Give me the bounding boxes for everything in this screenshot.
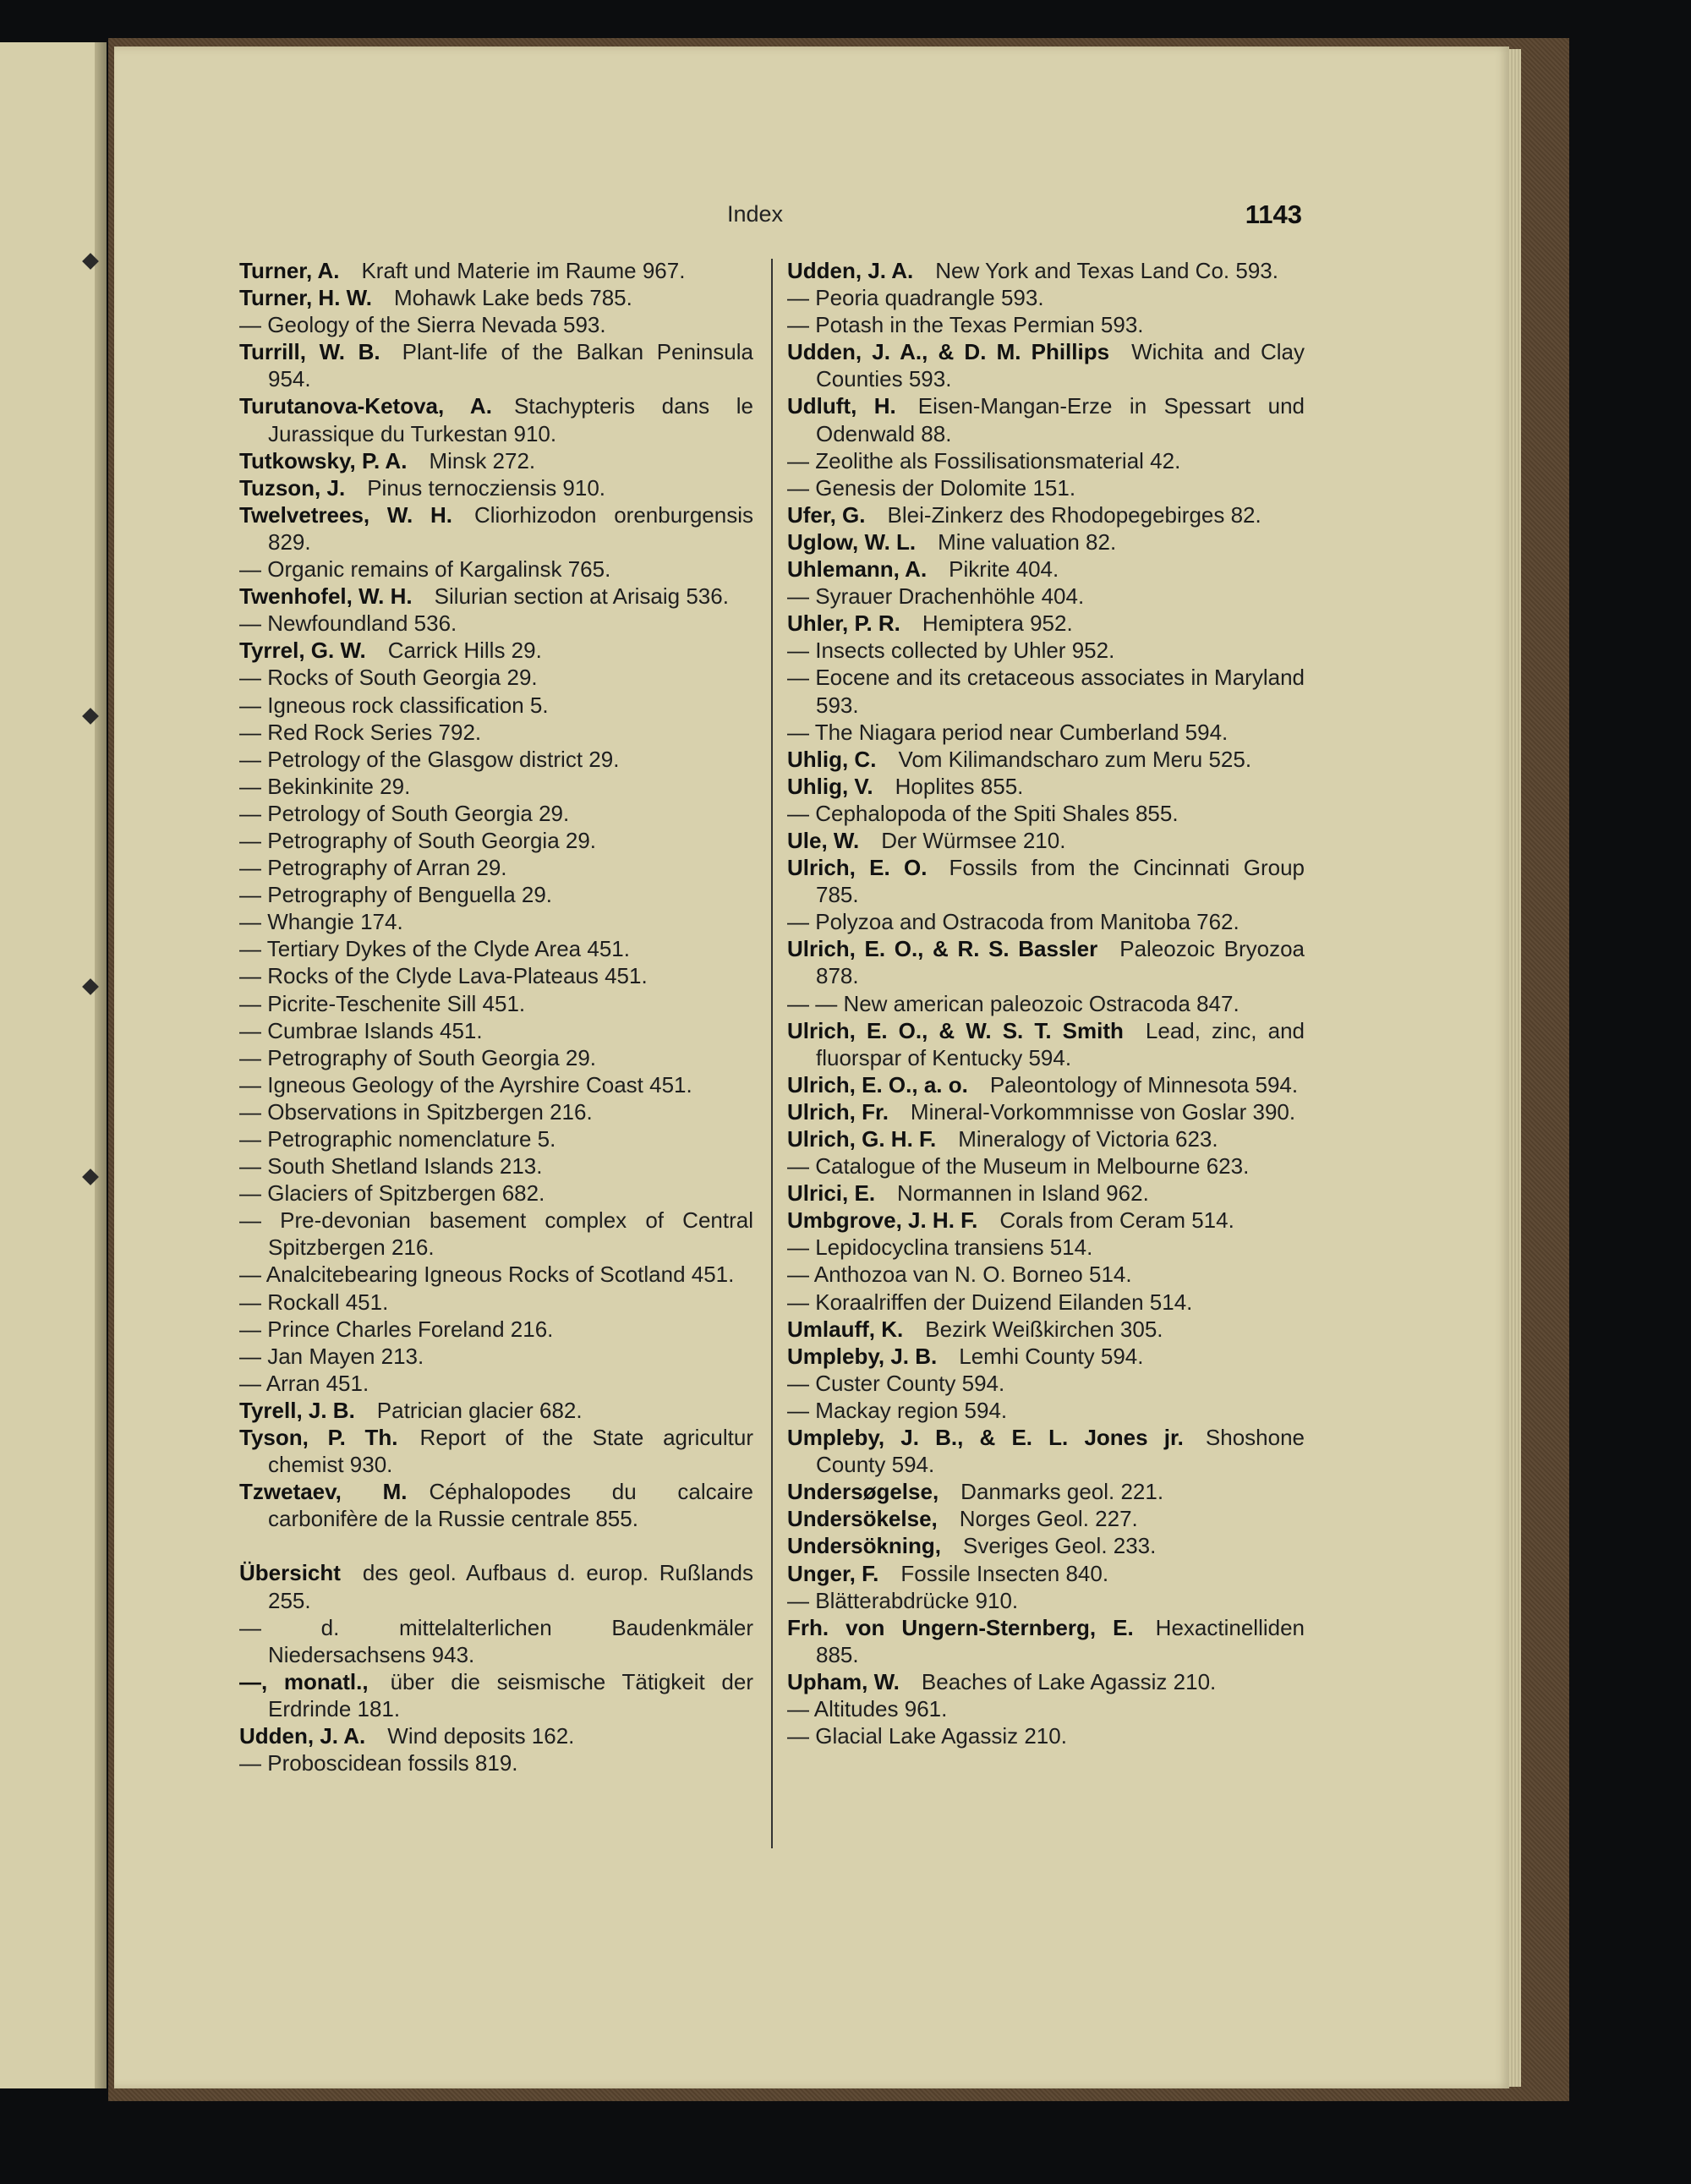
entry-author: Uglow, W. L.: [787, 528, 917, 555]
index-entry: [787, 1125, 1305, 1152]
index-entry: [239, 1180, 753, 1207]
index-entry: [239, 610, 753, 637]
entry-text: — Pre-devonian basement complex of Central Spitzbergen 216.: [239, 1207, 753, 1261]
index-entry: [239, 692, 753, 719]
index-entry: [787, 990, 1305, 1017]
index-entry: [787, 1478, 1305, 1505]
entry-text: — Organic remains of Kargalinsk 765.: [239, 556, 611, 583]
entry-text: — Syrauer Drachenhöhle 404.: [787, 583, 1085, 610]
entry-text: Lemhi County 594.: [959, 1343, 1144, 1369]
index-entry: [787, 1587, 1305, 1614]
index-entry: [239, 583, 753, 610]
index-entry: [239, 447, 753, 474]
entry-text: Mohawk Lake beds 785.: [393, 285, 632, 311]
index-entry: [787, 1234, 1305, 1261]
index-entry: [239, 854, 753, 881]
section-gap: [239, 1532, 753, 1559]
entry-text: — Altitudes 961.: [787, 1695, 948, 1721]
entry-text: — — New american paleozoic Ostracoda 847.: [787, 990, 1240, 1016]
entry-author: Umpleby, J. B.: [787, 1343, 938, 1369]
index-entry: [787, 1289, 1305, 1316]
entry-text: — Petrography of Benguella 29.: [239, 882, 553, 908]
index-entry: [239, 637, 753, 664]
entry-author: Turner, A.: [239, 258, 340, 283]
index-entry: [239, 800, 753, 827]
entry-author: Tzwetaev, M.: [239, 1479, 408, 1505]
entry-author: Undersökning,: [787, 1533, 942, 1559]
index-entry: [239, 474, 753, 501]
entry-text: — Arran 451.: [239, 1370, 369, 1396]
entry-text: — Jan Mayen 213.: [239, 1343, 424, 1369]
entry-text: — Newfoundland 536.: [239, 610, 457, 637]
index-entry: [239, 1098, 753, 1125]
index-entry: [787, 935, 1305, 989]
entry-text: Hexactinelliden 885.: [816, 1614, 1305, 1667]
entry-text: — Catalogue of the Museum in Melbourne 623.: [787, 1153, 1250, 1180]
index-entry: [787, 583, 1305, 610]
entry-text: Fossils from the Cincinnati Group 785.: [816, 855, 1305, 908]
entry-text: Beaches of Lake Agassiz 210.: [921, 1668, 1217, 1694]
entry-text: — South Shetland Islands 213.: [239, 1153, 543, 1180]
entry-text: Paleontology of Minnesota 594.: [989, 1071, 1299, 1097]
entry-text: — Eocene and its cretaceous associates in Maryland 593.: [787, 665, 1305, 718]
index-column-right: [787, 257, 1305, 1749]
entry-author: Übersicht: [239, 1560, 341, 1586]
index-entry: [239, 1424, 753, 1478]
entry-text: Corals from Ceram 514.: [999, 1207, 1234, 1234]
entry-text: Paleozoic Bryozoa 878.: [816, 936, 1305, 989]
index-entry: [787, 1152, 1305, 1180]
entry-text: — Cumbrae Islands 451.: [239, 1017, 483, 1043]
page-title: Index: [727, 201, 784, 227]
entry-text: — Rocks of South Georgia 29.: [239, 665, 538, 691]
index-entry: [239, 501, 753, 556]
index-entry: [787, 392, 1305, 446]
entry-text: Bezirk Weißkirchen 305.: [925, 1316, 1163, 1342]
entry-text: Pikrite 404.: [949, 556, 1059, 583]
entry-text: — Blätterabdrücke 910.: [787, 1587, 1019, 1613]
index-column-left: [239, 257, 753, 1776]
entry-author: Ule, W.: [787, 827, 860, 853]
entry-author: Ulrich, Fr.: [787, 1098, 889, 1125]
entry-author: Udden, J. A.: [787, 258, 914, 283]
entry-text: — Igneous Geology of the Ayrshire Coast 451.: [239, 1071, 692, 1097]
index-entry: [239, 1722, 753, 1749]
entry-text: — Tertiary Dykes of the Clyde Area 451.: [239, 936, 630, 962]
entry-text: — Insects collected by Uhler 952.: [787, 638, 1115, 664]
index-entry: [239, 556, 753, 583]
entry-text: Danmarks geol. 221.: [960, 1479, 1164, 1505]
entry-author: Ufer, G.: [787, 501, 866, 528]
entry-author: Ulrich, E. O.: [787, 855, 928, 881]
index-entry: [239, 1614, 753, 1668]
index-entry: [787, 311, 1305, 338]
entry-author: Tutkowsky, P. A.: [239, 447, 408, 473]
entry-text: — Igneous rock classification 5.: [239, 692, 549, 718]
index-entry: [787, 501, 1305, 528]
entry-text: — Petrography of South Georgia 29.: [239, 827, 597, 853]
entry-text: Eisen-Mangan-Erze in Spessart und Odenwald 88.: [816, 393, 1305, 446]
index-entry: [787, 528, 1305, 556]
entry-text: Vom Kilimandscharo zum Meru 525.: [898, 746, 1252, 772]
entry-text: Normannen in Island 962.: [897, 1180, 1149, 1207]
entry-text: — Polyzoa and Ostracoda from Manitoba 762.: [787, 909, 1240, 935]
index-entry: [787, 338, 1305, 392]
entry-text: Minsk 272.: [429, 447, 536, 473]
entry-author: Undersökelse,: [787, 1506, 938, 1532]
entry-text: Hoplites 855.: [895, 773, 1024, 799]
index-entry: [239, 1071, 753, 1098]
entry-author: Udden, J. A., & D. M. Phillips: [787, 339, 1110, 365]
entry-text: — Glacial Lake Agassiz 210.: [787, 1723, 1067, 1749]
entry-text: Report of the State agricultur chemist 930.: [268, 1425, 754, 1478]
index-entry: [239, 257, 753, 284]
index-entry: [239, 990, 753, 1017]
index-entry: [787, 827, 1305, 854]
index-entry: [787, 1261, 1305, 1288]
index-entry: [239, 1749, 753, 1776]
entry-text: Der Würmsee 210.: [881, 827, 1066, 853]
index-entry: [787, 1370, 1305, 1397]
index-entry: [787, 1017, 1305, 1071]
index-entry: [787, 1180, 1305, 1207]
entry-text: — Genesis der Dolomite 151.: [787, 474, 1076, 501]
index-entry: [787, 257, 1305, 284]
entry-text: — Petrography of Arran 29.: [239, 855, 507, 881]
index-entry: [787, 719, 1305, 746]
index-entry: [787, 1722, 1305, 1749]
index-entry: [787, 284, 1305, 311]
entry-text: — Custer County 594.: [787, 1370, 1005, 1396]
index-entry: [239, 719, 753, 746]
entry-text: Patrician glacier 682.: [376, 1397, 583, 1423]
entry-text: Plant-life of the Balkan Peninsula 954.: [268, 339, 753, 392]
entry-author: Umbgrove, J. H. F.: [787, 1207, 978, 1234]
entry-author: Ulrich, G. H. F.: [787, 1126, 937, 1152]
entry-text: — Prince Charles Foreland 216.: [239, 1316, 554, 1342]
index-entry: [787, 1668, 1305, 1695]
index-entry: [239, 962, 753, 989]
entry-author: Ulrich, E. O., & R. S. Bassler: [787, 936, 1098, 962]
index-entry: [239, 1316, 753, 1343]
index-entry: [239, 827, 753, 854]
index-entry: [787, 556, 1305, 583]
entry-text: Wind deposits 162.: [387, 1722, 575, 1749]
entry-author: Umpleby, J. B., & E. L. Jones jr.: [787, 1425, 1184, 1451]
column-divider: [771, 259, 773, 1848]
entry-text: Pinus ternocziensis 910.: [367, 474, 606, 501]
index-entry: [239, 664, 753, 691]
index-entry: [239, 1668, 753, 1722]
index-entry: [787, 1614, 1305, 1668]
entry-text: — Petrology of the Glasgow district 29.: [239, 746, 620, 772]
index-entry: [787, 908, 1305, 935]
book-gutter: [95, 42, 107, 2088]
entry-author: Twelvetrees, W. H.: [239, 501, 452, 528]
index-entry: [787, 1343, 1305, 1370]
entry-author: Turrill, W. B.: [239, 339, 380, 365]
index-entry: [787, 664, 1305, 718]
index-entry: [787, 854, 1305, 908]
entry-text: Mineral-Vorkommnisse von Goslar 390.: [910, 1098, 1296, 1125]
index-entry: [239, 392, 753, 446]
index-entry: [239, 338, 753, 392]
index-entry: [239, 1370, 753, 1397]
entry-text: — Koraalriffen der Duizend Eilanden 514.: [787, 1289, 1193, 1315]
index-entry: [787, 800, 1305, 827]
entry-author: Umlauff, K.: [787, 1316, 904, 1342]
index-entry: [239, 908, 753, 935]
entry-text: — Petrology of South Georgia 29.: [239, 800, 570, 826]
entry-text: — Glaciers of Spitzbergen 682.: [239, 1180, 545, 1207]
index-entry: [239, 935, 753, 962]
entry-text: Kraft und Materie im Raume 967.: [361, 258, 686, 283]
entry-text: — Lepidocyclina transiens 514.: [787, 1234, 1093, 1261]
entry-author: Uhlig, V.: [787, 773, 873, 799]
entry-author: Ulrich, E. O., a. o.: [787, 1071, 968, 1097]
entry-text: — Peoria quadrangle 593.: [787, 285, 1044, 311]
left-page-edge: [0, 42, 107, 2088]
entry-text: Céphalopodes du calcaire carbonifère de la Russie centrale 855.: [268, 1479, 753, 1532]
index-entry: [239, 311, 753, 338]
index-entry: [787, 1207, 1305, 1234]
index-entry: [787, 746, 1305, 773]
entry-author: Udluft, H.: [787, 393, 896, 419]
entry-text: über die seismische Tätigkeit der Erdrinde 181.: [268, 1668, 753, 1721]
entry-author: Tuzson, J.: [239, 474, 346, 501]
entry-text: — Petrographic nomenclature 5.: [239, 1126, 556, 1152]
index-entry: [787, 474, 1305, 501]
entry-text: — Whangie 174.: [239, 909, 403, 935]
index-entry: [239, 284, 753, 311]
entry-author: Uhlig, C.: [787, 746, 877, 772]
index-entry: [239, 1044, 753, 1071]
entry-text: Lead, zinc, and fluorspar of Kentucky 594.: [816, 1017, 1305, 1070]
index-entry: [239, 1125, 753, 1152]
index-entry: [787, 637, 1305, 664]
entry-author: Turner, H. W.: [239, 285, 372, 311]
entry-text: Cliorhizodon orenburgensis 829.: [268, 501, 753, 555]
entry-text: — Observations in Spitzbergen 216.: [239, 1098, 593, 1125]
index-entry: [239, 773, 753, 800]
entry-author: —, monatl.,: [239, 1668, 369, 1694]
index-entry: [239, 1152, 753, 1180]
entry-text: — Petrography of South Georgia 29.: [239, 1044, 597, 1070]
index-entry: [787, 1695, 1305, 1722]
index-entry: [239, 1207, 753, 1261]
entry-text: Silurian section at Arisaig 536.: [434, 583, 729, 610]
entry-text: — Geology of the Sierra Nevada 593.: [239, 312, 606, 338]
entry-text: Blei-Zinkerz des Rhodopegebirges 82.: [887, 501, 1261, 528]
entry-author: Tyrell, J. B.: [239, 1397, 355, 1423]
entry-author: Uhlemann, A.: [787, 556, 928, 583]
index-entry: [239, 881, 753, 908]
entry-text: — d. mittelalterlichen Baudenkmäler Niedersachsens 943.: [239, 1614, 753, 1667]
entry-text: — Cephalopoda of the Spiti Shales 855.: [787, 800, 1179, 826]
entry-text: Fossile Insecten 840.: [900, 1560, 1109, 1586]
index-entry: [787, 1560, 1305, 1587]
index-entry: [239, 1017, 753, 1044]
index-entry: [787, 1505, 1305, 1532]
entry-author: Unger, F.: [787, 1560, 879, 1586]
index-entry: [787, 1532, 1305, 1559]
entry-author: Twenhofel, W. H.: [239, 583, 413, 610]
entry-text: — Rocks of the Clyde Lava-Plateaus 451.: [239, 963, 648, 989]
entry-text: Hemiptera 952.: [922, 610, 1073, 637]
entry-author: Udden, J. A.: [239, 1722, 366, 1749]
index-entry: [787, 773, 1305, 800]
entry-author: Ulrici, E.: [787, 1180, 876, 1207]
index-entry: [787, 1071, 1305, 1098]
index-entry: [787, 1098, 1305, 1125]
page-number: 1143: [1245, 200, 1302, 229]
entry-text: — Potash in the Texas Permian 593.: [787, 312, 1144, 338]
entry-text: Carrick Hills 29.: [387, 638, 542, 664]
entry-text: — Anthozoa van N. O. Borneo 514.: [787, 1262, 1132, 1288]
entry-text: New York and Texas Land Co. 593.: [935, 258, 1278, 283]
entry-text: — Picrite-Teschenite Sill 451.: [239, 990, 526, 1016]
entry-author: Tyrrel, G. W.: [239, 638, 366, 664]
index-entry: [239, 746, 753, 773]
entry-text: — Red Rock Series 792.: [239, 719, 482, 745]
entry-text: — Proboscidean fossils 819.: [239, 1750, 518, 1776]
index-entry: [239, 1559, 753, 1613]
index-entry: [787, 1316, 1305, 1343]
entry-text: — The Niagara period near Cumberland 594.: [787, 719, 1229, 745]
entry-text: — Analcitebearing Igneous Rocks of Scotland 451.: [239, 1262, 735, 1288]
entry-text: — Zeolithe als Fossilisationsmaterial 42.: [787, 447, 1181, 473]
entry-author: Upham, W.: [787, 1668, 900, 1694]
entry-text: Stachypteris dans le Jurassique du Turkestan 910.: [268, 393, 753, 446]
index-entry: [239, 1397, 753, 1424]
index-entry: [239, 1289, 753, 1316]
entry-text: Mine valuation 82.: [938, 528, 1117, 555]
entry-text: — Bekinkinite 29.: [239, 773, 411, 799]
entry-author: Frh. von Ungern-Sternberg, E.: [787, 1614, 1134, 1640]
index-entry: [239, 1478, 753, 1532]
entry-author: Uhler, P. R.: [787, 610, 900, 637]
page-stack-edge: [1509, 49, 1521, 2087]
index-entry: [239, 1343, 753, 1370]
entry-author: Undersøgelse,: [787, 1479, 939, 1505]
index-entry: [787, 447, 1305, 474]
entry-text: — Mackay region 594.: [787, 1397, 1008, 1423]
entry-text: Norges Geol. 227.: [959, 1506, 1138, 1532]
entry-text: des geol. Aufbaus d. europ. Rußlands 255.: [268, 1560, 753, 1613]
entry-author: Ulrich, E. O., & W. S. T. Smith: [787, 1017, 1124, 1043]
index-entry: [787, 610, 1305, 637]
entry-text: Wichita and Clay Counties 593.: [816, 339, 1305, 392]
entry-text: Mineralogy of Victoria 623.: [958, 1126, 1218, 1152]
entry-author: Tyson, P. Th.: [239, 1425, 398, 1451]
index-entry: [787, 1424, 1305, 1478]
entry-text: Sveriges Geol. 233.: [963, 1533, 1157, 1559]
entry-author: Turutanova-Ketova, A.: [239, 393, 492, 419]
entry-text: Shoshone County 594.: [816, 1425, 1305, 1478]
index-entry: [239, 1261, 753, 1288]
index-entry: [787, 1397, 1305, 1424]
entry-text: — Rockall 451.: [239, 1289, 389, 1315]
